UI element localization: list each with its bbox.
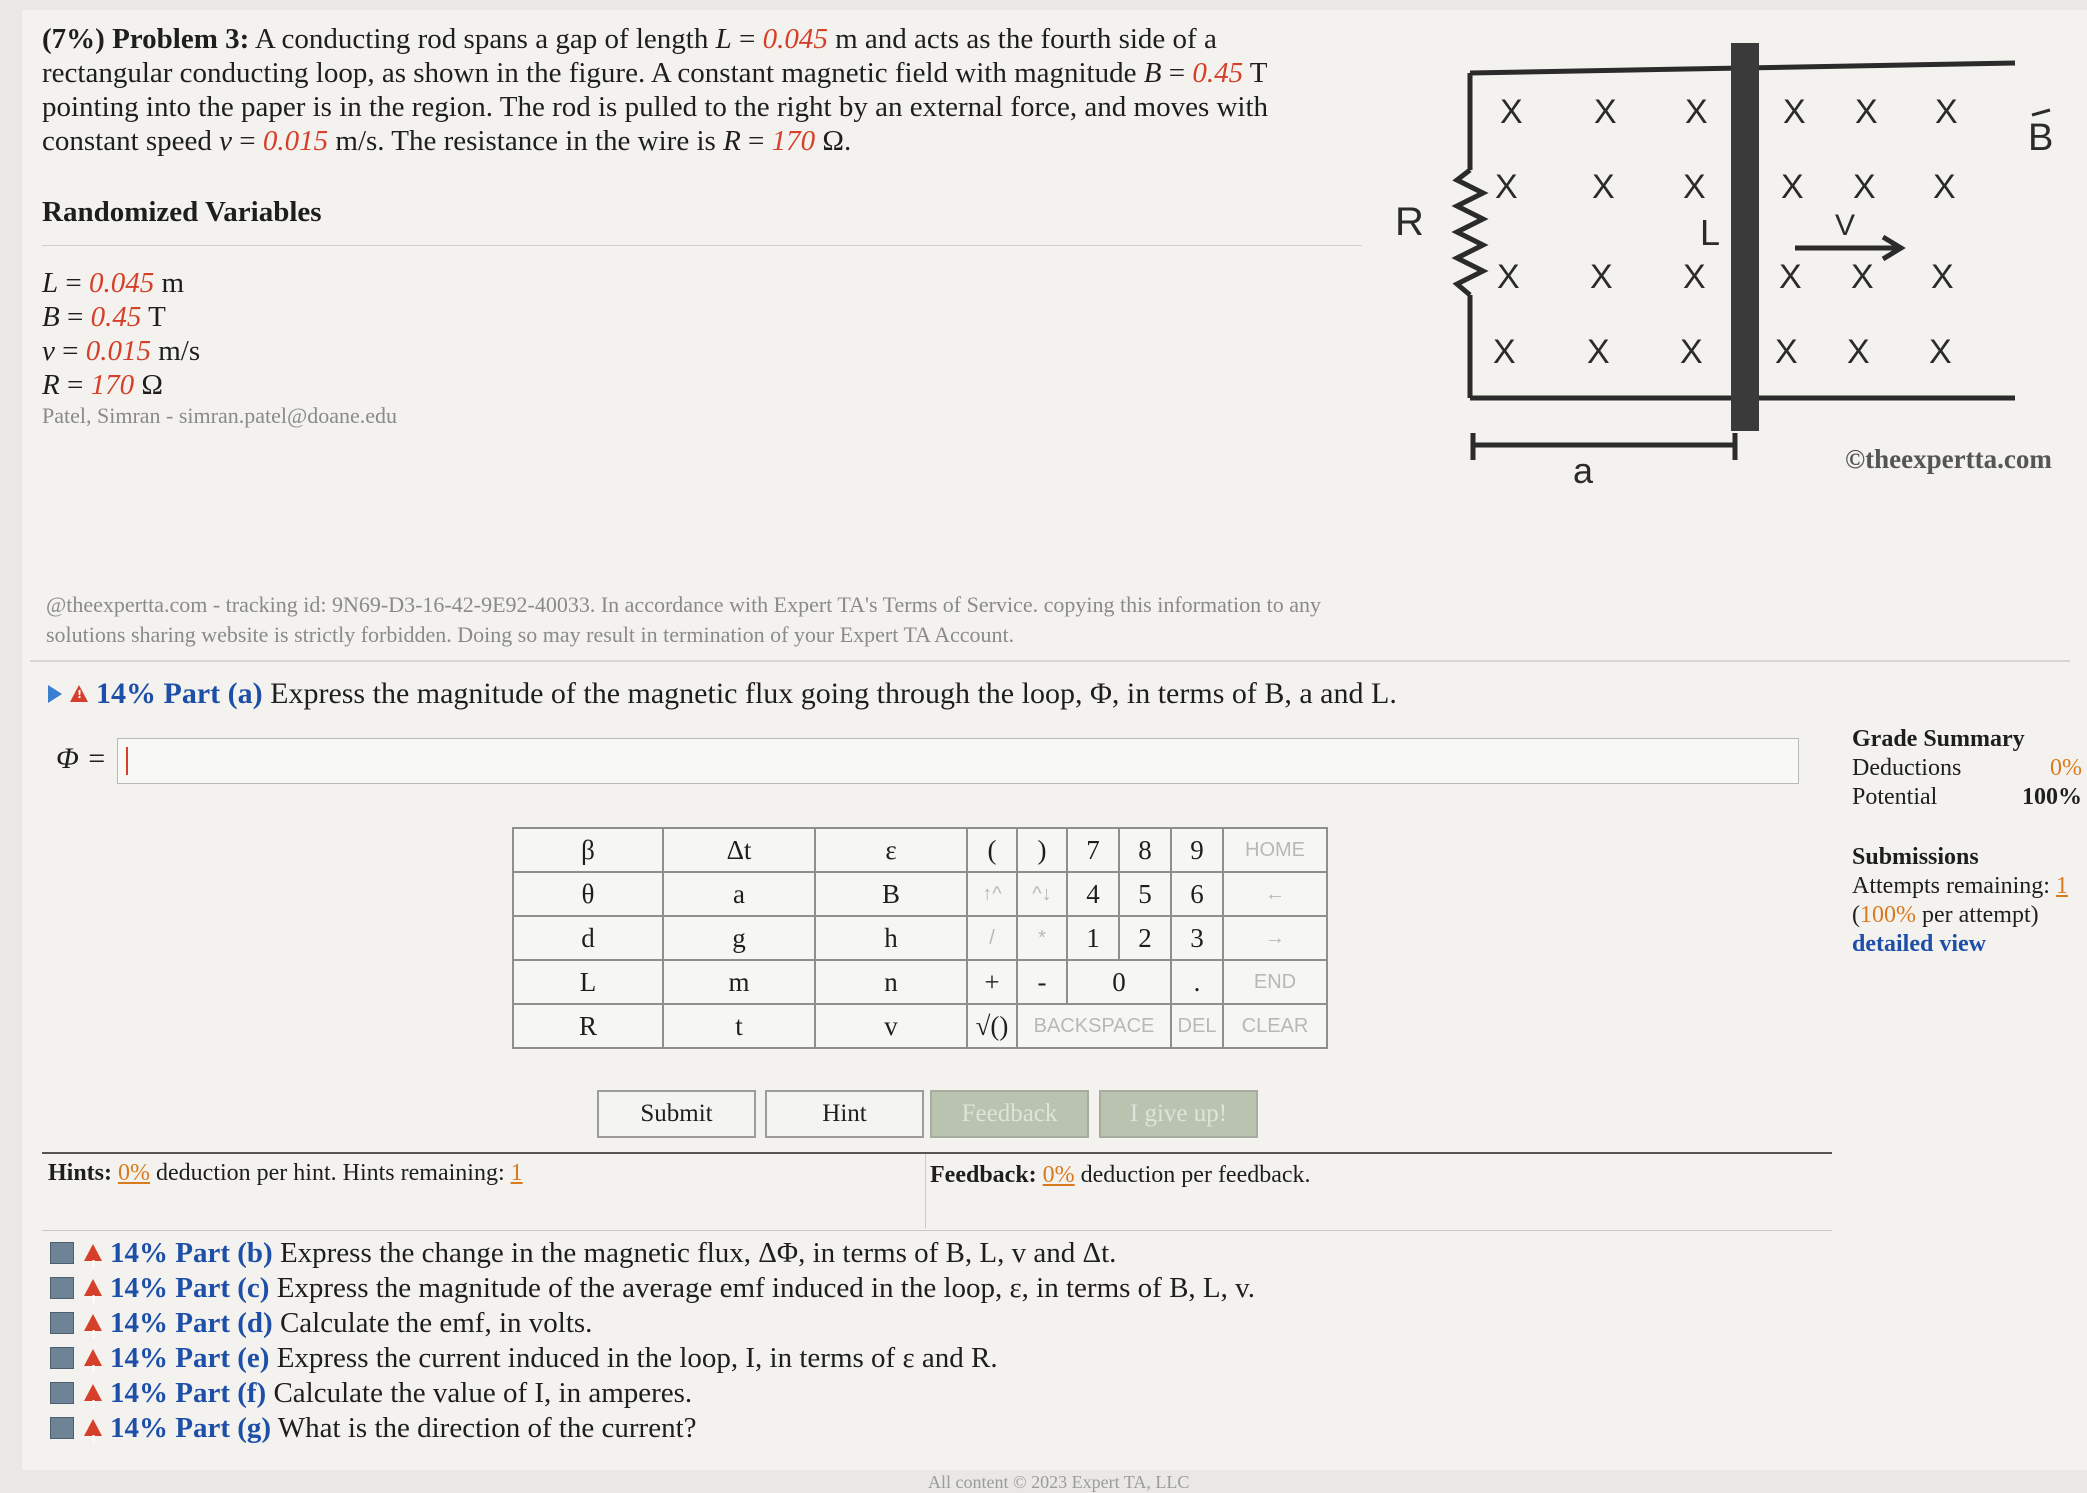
warning-icon bbox=[84, 1279, 102, 1296]
conducting-rod bbox=[1731, 43, 1759, 431]
key-right[interactable]: → bbox=[1223, 916, 1327, 960]
key-beta[interactable]: β bbox=[513, 828, 663, 872]
x-mark: X bbox=[1783, 93, 1806, 131]
warning-icon bbox=[70, 685, 88, 702]
rod-length-label: L bbox=[1700, 212, 1721, 253]
key-a[interactable]: a bbox=[663, 872, 815, 916]
key-h[interactable]: h bbox=[815, 916, 967, 960]
randomized-heading: Randomized Variables bbox=[42, 196, 322, 228]
key-end[interactable]: END bbox=[1223, 960, 1327, 1004]
key-plus[interactable]: + bbox=[967, 960, 1017, 1004]
answer-label: Φ = bbox=[56, 742, 107, 775]
equation-keypad bbox=[512, 827, 1328, 1049]
key-B[interactable]: B bbox=[815, 872, 967, 916]
key-up[interactable]: ↑^ bbox=[967, 872, 1017, 916]
key-home[interactable]: HOME bbox=[1223, 828, 1327, 872]
submit-button[interactable]: Submit bbox=[597, 1090, 756, 1138]
var-row: L = 0.045 m bbox=[42, 267, 185, 299]
key-1[interactable]: 1 bbox=[1067, 916, 1119, 960]
part-c-item[interactable]: !14% Part (c) Express the magnitude of the average emf induced in the loop, ε, in terms of B, L, v. bbox=[50, 1271, 1255, 1306]
key-sqrt[interactable]: √() bbox=[967, 1004, 1017, 1048]
grade-title: Grade Summary bbox=[1852, 726, 2025, 752]
divider bbox=[925, 1154, 926, 1228]
problem-label: Problem 3: bbox=[112, 23, 250, 55]
velocity-label: V bbox=[1835, 209, 1856, 242]
value-L: 0.045 bbox=[762, 23, 828, 55]
collapsed-icon bbox=[50, 1382, 74, 1404]
key-open-paren[interactable]: ( bbox=[967, 828, 1017, 872]
key-d[interactable]: d bbox=[513, 916, 663, 960]
part-g-item[interactable]: !14% Part (g) What is the direction of the current? bbox=[50, 1411, 1255, 1446]
warning-icon bbox=[84, 1244, 102, 1261]
x-mark: X bbox=[1495, 168, 1518, 206]
detailed-view-link[interactable]: detailed view bbox=[1852, 931, 1986, 957]
x-mark: X bbox=[1683, 168, 1706, 206]
deductions-value: 0% bbox=[2050, 755, 2082, 781]
x-mark: X bbox=[1935, 93, 1958, 131]
x-mark: X bbox=[1847, 333, 1870, 371]
x-mark: X bbox=[1931, 258, 1954, 296]
problem-weight: (7%) bbox=[42, 23, 105, 55]
resistor-label: R bbox=[1395, 200, 1424, 244]
feedback-info: Feedback: 0% deduction per feedback. bbox=[930, 1162, 1311, 1188]
key-v[interactable]: v bbox=[815, 1004, 967, 1048]
feedback-button[interactable]: Feedback bbox=[930, 1090, 1089, 1138]
x-mark: X bbox=[1680, 333, 1703, 371]
part-b-item[interactable]: !14% Part (b) Express the change in the magnetic flux, ΔΦ, in terms of B, L, v and Δt. bbox=[50, 1236, 1255, 1271]
give-up-button[interactable]: I give up! bbox=[1099, 1090, 1258, 1138]
collapsed-icon bbox=[50, 1242, 74, 1264]
key-left[interactable]: ← bbox=[1223, 872, 1327, 916]
key-n[interactable]: n bbox=[815, 960, 967, 1004]
value-R: 170 bbox=[771, 125, 816, 157]
b-vector-arrow bbox=[2032, 110, 2050, 115]
collapsed-icon bbox=[50, 1277, 74, 1299]
key-m[interactable]: m bbox=[663, 960, 815, 1004]
key-divide[interactable]: / bbox=[967, 916, 1017, 960]
key-5[interactable]: 5 bbox=[1119, 872, 1171, 916]
part-a-text: Express the magnitude of the magnetic flux going through the loop, Φ, in terms of B, a and L. bbox=[270, 677, 1397, 710]
x-mark: X bbox=[1851, 258, 1874, 296]
x-mark: X bbox=[1685, 93, 1708, 131]
warning-icon bbox=[84, 1349, 102, 1366]
key-down[interactable]: ^↓ bbox=[1017, 872, 1067, 916]
key-4[interactable]: 4 bbox=[1067, 872, 1119, 916]
collapsed-icon bbox=[50, 1347, 74, 1369]
x-mark: X bbox=[1853, 168, 1876, 206]
grade-summary: Grade Summary Deductions 0% Potential 100% bbox=[1852, 726, 2082, 810]
x-mark: X bbox=[1781, 168, 1804, 206]
key-g[interactable]: g bbox=[663, 916, 815, 960]
x-mark: X bbox=[1500, 93, 1523, 131]
circuit-figure bbox=[1395, 35, 2085, 495]
key-9[interactable]: 9 bbox=[1171, 828, 1223, 872]
field-label: B bbox=[2028, 117, 2054, 159]
hint-button[interactable]: Hint bbox=[765, 1090, 924, 1138]
key-L[interactable]: L bbox=[513, 960, 663, 1004]
x-mark: X bbox=[1683, 258, 1706, 296]
potential-value: 100% bbox=[2022, 784, 2082, 810]
key-dot[interactable]: . bbox=[1171, 960, 1223, 1004]
part-e-item[interactable]: !14% Part (e) Express the current induced in the loop, I, in terms of ε and R. bbox=[50, 1341, 1255, 1376]
x-mark: X bbox=[1855, 93, 1878, 131]
key-backspace[interactable]: BACKSPACE bbox=[1017, 1004, 1171, 1048]
x-mark: X bbox=[1933, 168, 1956, 206]
field-x-marks bbox=[1493, 93, 1958, 371]
key-delta-t[interactable]: Δt bbox=[663, 828, 815, 872]
key-R[interactable]: R bbox=[513, 1004, 663, 1048]
x-mark: X bbox=[1590, 258, 1613, 296]
x-mark: X bbox=[1594, 93, 1617, 131]
figure-copyright: ©theexpertta.com bbox=[1845, 444, 2052, 474]
collapsed-icon bbox=[50, 1312, 74, 1334]
answer-input[interactable] bbox=[117, 738, 1799, 784]
key-2[interactable]: 2 bbox=[1119, 916, 1171, 960]
key-minus[interactable]: - bbox=[1017, 960, 1067, 1004]
key-clear[interactable]: CLEAR bbox=[1223, 1004, 1327, 1048]
key-theta[interactable]: θ bbox=[513, 872, 663, 916]
problem-statement: (7%) Problem 3: A conducting rod spans a gap of length L = 0.045 m and acts as the fourth side of a rectangular conducting loop, as shown in the figure. A constant magnetic field with magnitude B = 0.45 T pointing into the paper is in the region. The rod is pulled to the right by an external force, and moves with constant speed v = 0.015 m/s. The resistance in the wire is R = 170 Ω. bbox=[42, 23, 1269, 157]
text-cursor bbox=[126, 747, 128, 775]
tracking-notice: @theexpertta.com - tracking id: 9N69-D3-16-42-9E92-40033. In accordance with Expert TA's Terms of Service. copying this information to any solutions sharing website is strictly forbidden. Doing so may result in termination of your Expert TA Account. bbox=[46, 592, 1321, 647]
key-multiply[interactable]: * bbox=[1017, 916, 1067, 960]
key-close-paren[interactable]: ) bbox=[1017, 828, 1067, 872]
hints-info: Hints: 0% deduction per hint. Hints remaining: 1 bbox=[48, 1160, 523, 1186]
distance-a-label: a bbox=[1573, 450, 1594, 491]
submissions-info: Submissions Attempts remaining: 1 (100% per attempt) detailed view bbox=[1852, 844, 2068, 957]
divider bbox=[30, 660, 2070, 662]
student-info: Patel, Simran - simran.patel@doane.edu bbox=[42, 403, 398, 428]
key-del[interactable]: DEL bbox=[1171, 1004, 1223, 1048]
randomized-variables bbox=[42, 266, 200, 402]
expand-icon[interactable] bbox=[48, 685, 62, 703]
part-a-header[interactable]: !14% Part (a) Express the magnitude of the magnetic flux going through the loop, Φ, in terms of B, a and L. bbox=[48, 677, 1397, 711]
x-mark: X bbox=[1775, 333, 1798, 371]
key-3[interactable]: 3 bbox=[1171, 916, 1223, 960]
footer-copyright: All content © 2023 Expert TA, LLC bbox=[928, 1472, 1190, 1492]
other-parts-list bbox=[50, 1236, 1255, 1446]
key-epsilon[interactable]: ε bbox=[815, 828, 967, 872]
part-f-item[interactable]: !14% Part (f) Calculate the value of I, in amperes. bbox=[50, 1376, 1255, 1411]
warning-icon bbox=[84, 1419, 102, 1436]
warning-icon bbox=[84, 1384, 102, 1401]
var-row: v = 0.015 m/s bbox=[42, 335, 201, 367]
key-8[interactable]: 8 bbox=[1119, 828, 1171, 872]
part-d-item[interactable]: !14% Part (d) Calculate the emf, in volts. bbox=[50, 1306, 1255, 1341]
x-mark: X bbox=[1497, 258, 1520, 296]
x-mark: X bbox=[1587, 333, 1610, 371]
warning-icon bbox=[84, 1314, 102, 1331]
var-row: B = 0.45 T bbox=[42, 301, 166, 333]
key-7[interactable]: 7 bbox=[1067, 828, 1119, 872]
value-v: 0.015 bbox=[262, 125, 329, 157]
value-B: 0.45 bbox=[1192, 57, 1244, 89]
key-6[interactable]: 6 bbox=[1171, 872, 1223, 916]
key-t[interactable]: t bbox=[663, 1004, 815, 1048]
divider bbox=[42, 245, 1362, 246]
x-mark: X bbox=[1592, 168, 1615, 206]
resistor-zigzag bbox=[1457, 170, 1483, 295]
x-mark: X bbox=[1493, 333, 1516, 371]
dimension-a-line bbox=[1473, 433, 1735, 460]
collapsed-icon bbox=[50, 1417, 74, 1439]
x-mark: X bbox=[1929, 333, 1952, 371]
key-0[interactable]: 0 bbox=[1067, 960, 1171, 1004]
var-row: R = 170 Ω bbox=[42, 369, 163, 401]
x-mark: X bbox=[1779, 258, 1802, 296]
